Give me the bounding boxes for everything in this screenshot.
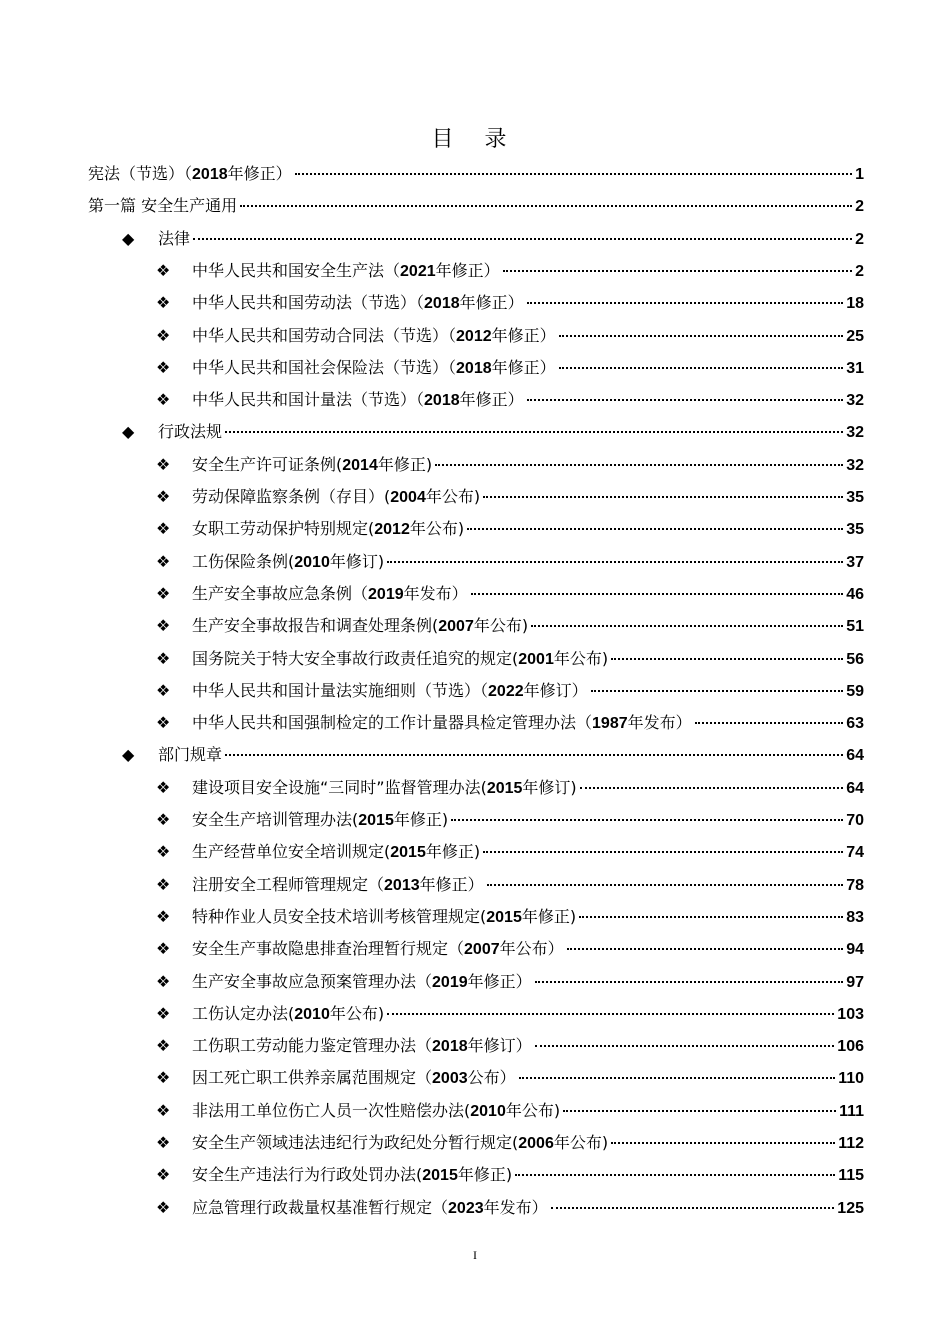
toc-page-number: 103 [837,1005,864,1023]
toc-entry[interactable] [88,162,864,187]
toc-entry[interactable] [156,485,864,510]
toc-page-number: 1 [855,166,864,183]
dot-leader [559,367,844,369]
toc-entry-title: 建设项目安全设施“三同时”监督管理办法(2015年修订) [192,777,577,797]
page-title: 目 录 [431,127,519,152]
ornament-bullet-icon: ❖ [156,390,171,410]
toc-entry[interactable] [156,679,864,704]
toc-entry[interactable] [156,259,864,284]
dot-leader [559,335,844,337]
diamond-bullet-icon: ◆ [122,228,135,248]
toc-entry-title: 中华人民共和国计量法（节选）（2018年修正） [192,390,524,410]
toc-entry-title: 宪法（节选）（2018年修正） [88,164,292,183]
toc-entry-title: 劳动保障监察条例（存目）(2004年公布) [192,487,481,506]
ornament-bullet-icon: ❖ [156,357,171,377]
toc-entry[interactable] [122,743,864,768]
toc-entry-title: 工伤保险条例(2010年修订) [192,551,385,571]
toc-page-number: 25 [846,327,864,345]
dot-leader [591,690,844,692]
toc-entry[interactable] [156,776,864,801]
toc-entry-title: 安全生产培训管理办法(2015年修正) [192,810,449,829]
dot-leader [483,496,843,498]
toc-entry-title: 生产安全事故应急预案管理办法（2019年修正） [192,971,532,991]
toc-entry-title: 部门规章 [158,745,223,765]
toc-entry-title: 工伤认定办法(2010年公布) [192,1003,385,1023]
toc-entry-title: 生产安全事故报告和调查处理条例(2007年公布) [192,616,529,636]
dot-leader [387,1013,834,1015]
toc-entry-title: 生产安全事故应急条例（2019年发布） [192,583,468,603]
toc-page-number: 125 [837,1199,864,1217]
toc-entry[interactable] [156,1034,864,1059]
toc-page-number: 56 [846,650,864,668]
ornament-bullet-icon: ❖ [156,1036,171,1056]
toc-page-number: 64 [846,779,864,797]
toc-page-number: 115 [838,1167,864,1185]
ornament-bullet-icon: ❖ [156,551,171,571]
toc-page-number: 35 [846,489,864,506]
dot-leader [519,1077,836,1079]
toc-entry[interactable] [156,324,864,349]
dot-leader [503,270,852,272]
page-footer-number: I [473,1248,477,1262]
toc-entry[interactable] [156,550,864,575]
toc-page-number: 110 [838,1070,864,1088]
toc-page-number: 106 [837,1038,864,1056]
dot-leader [579,916,843,918]
dot-leader [483,851,843,853]
toc-entry-title: 注册安全工程师管理规定（2013年修正） [192,874,484,894]
toc-page-number: 46 [846,585,864,603]
ornament-bullet-icon: ❖ [156,325,171,345]
ornament-bullet-icon: ❖ [156,454,171,474]
toc-page-number: 59 [846,682,864,700]
dot-leader [471,593,844,595]
dot-leader [487,884,844,886]
toc-page-number: 35 [846,521,864,539]
toc-entry[interactable] [88,194,864,219]
ornament-bullet-icon: ❖ [156,874,171,894]
toc-entry-title: 因工死亡职工供养亲属范围规定（2003公布） [192,1068,516,1088]
toc-entry-title: 安全生产违法行为行政处罚办法(2015年修正) [192,1165,513,1185]
toc-entry-title: 女职工劳动保护特别规定(2012年公布) [192,519,465,539]
dot-leader [527,399,844,401]
ornament-bullet-icon: ❖ [156,1133,171,1152]
toc-entry[interactable] [156,356,864,381]
toc-entry-title: 安全生产许可证条例(2014年修正) [192,454,433,474]
diamond-bullet-icon: ◆ [122,422,135,442]
ornament-bullet-icon: ❖ [156,713,171,733]
ornament-bullet-icon: ❖ [156,519,171,539]
toc-entry[interactable] [156,1163,864,1188]
ornament-bullet-icon: ❖ [156,583,171,603]
toc-entry[interactable] [156,647,864,672]
toc-entry[interactable] [156,1196,864,1221]
toc-page-number: 2 [855,198,864,216]
toc-entry[interactable] [156,453,864,478]
toc-page-number: 32 [846,456,864,474]
toc-entry-title: 中华人民共和国社会保险法（节选）（2018年修正） [192,357,556,377]
dot-leader [435,464,843,466]
toc-entry-title: 法律 [158,228,191,248]
toc-page-number: 32 [846,392,864,410]
ornament-bullet-icon: ❖ [156,487,171,506]
toc-page-number: 63 [846,715,864,733]
dot-leader [225,431,843,433]
toc-entry-title: 国务院关于特大安全事故行政责任追究的规定(2001年公布) [192,648,609,668]
ornament-bullet-icon: ❖ [156,293,171,313]
toc-page-number: 74 [846,844,864,862]
ornament-bullet-icon: ❖ [156,777,171,797]
ornament-bullet-icon: ❖ [156,648,171,668]
toc-entry[interactable] [156,711,864,736]
toc-page-number: 32 [846,424,864,442]
dot-leader [551,1207,835,1209]
toc-entry[interactable] [156,517,864,542]
toc-entry-title: 中华人民共和国安全生产法（2021年修正） [192,260,500,280]
ornament-bullet-icon: ❖ [156,842,171,862]
toc-entry[interactable] [156,1002,864,1027]
ornament-bullet-icon: ❖ [156,906,171,926]
toc-page-number: 111 [839,1102,864,1120]
ornament-bullet-icon: ❖ [156,1068,171,1088]
toc-page-number: 70 [846,812,864,829]
toc-entry-title: 特种作业人员安全技术培训考核管理规定(2015年修正) [192,906,577,926]
toc-page-number: 78 [846,876,864,894]
toc-entry[interactable] [156,937,864,962]
toc-entry-title: 中华人民共和国劳动法（节选）（2018年修正） [192,293,524,313]
toc-entry[interactable] [156,873,864,898]
ornament-bullet-icon: ❖ [156,680,171,700]
toc-entry-title: 中华人民共和国强制检定的工作计量器具检定管理办法（1987年发布） [192,713,692,733]
toc-page-number: 37 [846,553,864,571]
toc-page-number: 51 [846,618,864,636]
dot-leader [451,819,843,821]
toc-entry[interactable] [156,388,864,413]
toc-page-number: 94 [846,941,864,959]
ornament-bullet-icon: ❖ [156,616,171,636]
ornament-bullet-icon: ❖ [156,1100,171,1120]
diamond-bullet-icon: ◆ [122,745,135,765]
toc-page-number: 97 [846,973,864,991]
toc-entry-title: 行政法规 [158,422,223,442]
toc-entry[interactable] [156,582,864,607]
toc-entry[interactable] [156,1131,864,1156]
toc-entry[interactable] [156,1099,864,1124]
ornament-bullet-icon: ❖ [156,260,171,280]
toc-entry[interactable] [156,905,864,930]
toc-entry[interactable] [156,808,864,833]
dot-leader [567,948,844,950]
toc-page-number: 2 [855,262,864,280]
toc-entry-title: 安全生产领域违法违纪行为政纪处分暂行规定(2006年公布) [192,1133,609,1152]
dot-leader [467,528,843,530]
dot-leader [611,1142,835,1144]
dot-leader [515,1174,835,1176]
toc-entry-title: 非法用工单位伤亡人员一次性赔偿办法(2010年公布) [192,1100,561,1120]
dot-leader [611,658,843,660]
toc-entry[interactable] [122,420,864,445]
dot-leader [531,625,843,627]
dot-leader [563,1110,836,1112]
toc-entry[interactable] [122,227,864,252]
dot-leader [387,561,843,563]
toc-entry-title: 中华人民共和国劳动合同法（节选）（2012年修正） [192,325,556,345]
dot-leader [240,205,852,207]
dot-leader [535,1045,835,1047]
toc-entry[interactable] [156,970,864,995]
toc-entry[interactable] [156,614,864,639]
toc-entry[interactable] [156,1066,864,1091]
toc-page-number: 18 [846,295,864,313]
ornament-bullet-icon: ❖ [156,939,171,959]
dot-leader [527,302,844,304]
toc-entry-title: 应急管理行政裁量权基准暂行规定（2023年发布） [192,1197,548,1217]
toc-entry-title: 安全生产事故隐患排查治理暂行规定（2007年公布） [192,939,564,959]
dot-leader [535,981,844,983]
ornament-bullet-icon: ❖ [156,1003,171,1023]
ornament-bullet-icon: ❖ [156,971,171,991]
toc-entry[interactable] [156,291,864,316]
dot-leader [580,787,844,789]
toc-page-number: 83 [846,908,864,926]
toc-page-number: 64 [846,747,864,765]
dot-leader [295,173,852,175]
toc-page-number: 2 [855,230,864,248]
toc-entry-title: 第一篇 安全生产通用 [88,196,238,216]
ornament-bullet-icon: ❖ [156,1197,171,1217]
toc-entry-title: 工伤职工劳动能力鉴定管理办法（2018年修订） [192,1036,532,1056]
toc-entry-title: 生产经营单位安全培训规定(2015年修正) [192,842,481,862]
ornament-bullet-icon: ❖ [156,810,171,829]
toc-entry-title: 中华人民共和国计量法实施细则（节选）（2022年修订） [192,680,588,700]
dot-leader [695,722,844,724]
toc-page-number: 31 [846,359,864,377]
toc-page-number: 112 [838,1135,864,1152]
toc-entry[interactable] [156,840,864,865]
ornament-bullet-icon: ❖ [156,1165,171,1185]
dot-leader [193,238,852,240]
dot-leader [225,754,843,756]
